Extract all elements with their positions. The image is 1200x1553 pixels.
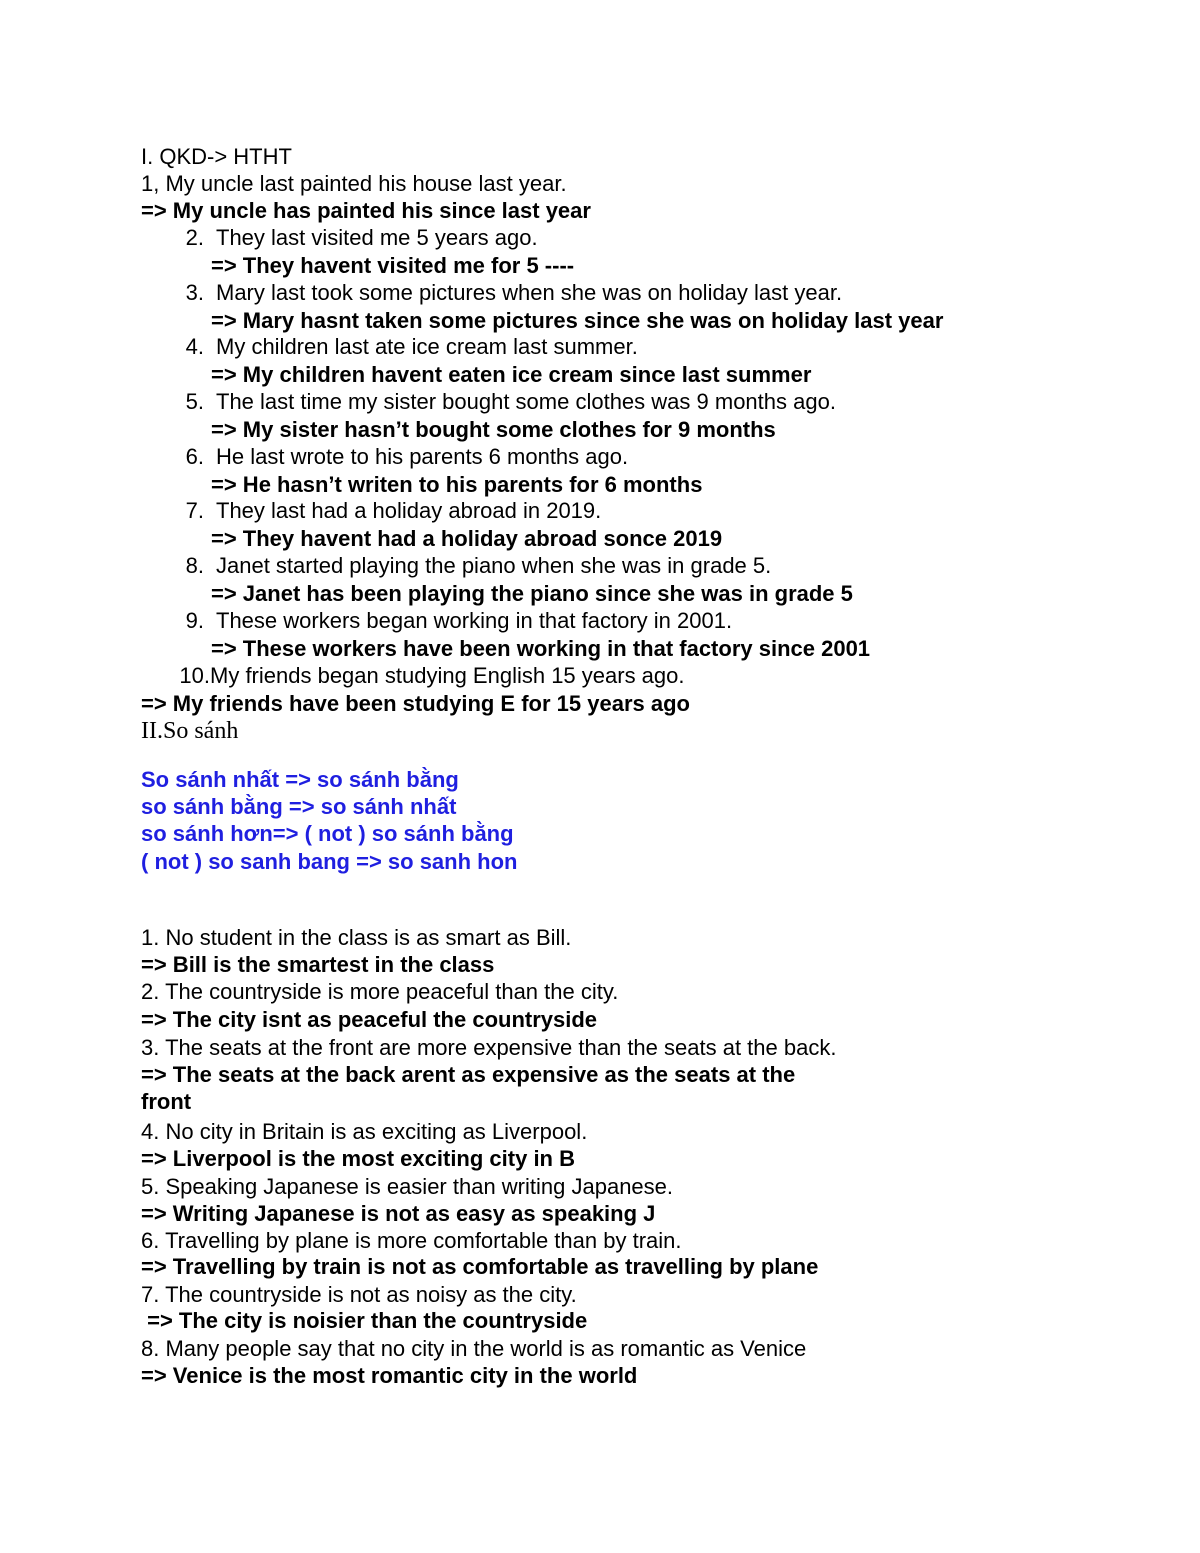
comparison-rule: so sánh hơn=> ( not ) so sánh bằng [141, 821, 514, 846]
exercise-question: 8. Many people say that no city in the world is as romantic as Venice [141, 1336, 807, 1361]
exercise-question [167, 443, 628, 470]
exercise-answer: => My sister hasn’t bought some clothes for 9 months [211, 417, 776, 442]
exercise-answer: => These workers have been working in that factory since 2001 [211, 636, 871, 661]
exercise-answer: => My friends have been studying E for 15 years ago [141, 691, 690, 716]
item-number: 8. [185, 553, 204, 578]
exercise-answer: => Janet has been playing the piano since she was in grade 5 [211, 581, 853, 606]
exercise-answer: => My children havent eaten ice cream since last summer [211, 362, 812, 387]
exercise-answer: => Travelling by train is not as comfortable as travelling by plane [141, 1254, 819, 1279]
item-number: 9. [185, 608, 204, 633]
comparison-rule: so sánh bằng => so sánh nhất [141, 794, 457, 819]
exercise-question: 2. The countryside is more peaceful than the city. [141, 979, 619, 1004]
item-number: 6. [185, 444, 204, 469]
section2-heading: II.So sánh [141, 718, 239, 744]
item-number: 10. [179, 663, 210, 688]
exercise-answer: => Liverpool is the most exciting city in B [141, 1146, 575, 1171]
item-number: 2. [185, 225, 204, 250]
question-text: The last time my sister bought some clothes was 9 months ago. [216, 389, 836, 414]
section1-heading: I. QKD-> HTHT [141, 144, 292, 169]
exercise-question [167, 224, 538, 251]
exercise-question [167, 388, 836, 415]
exercise-question: 7. The countryside is not as noisy as the city. [141, 1282, 577, 1307]
exercise-question [167, 552, 771, 579]
exercise-question [167, 279, 842, 306]
exercise-question [167, 333, 638, 360]
exercise-answer: => The city isnt as peaceful the countryside [141, 1007, 598, 1032]
exercise-question [167, 497, 601, 524]
exercise-question: 1, My uncle last painted his house last year. [141, 171, 567, 196]
exercise-answer: => They havent visited me for 5 ---- [211, 253, 575, 278]
question-text: Janet started playing the piano when she was in grade 5. [216, 553, 772, 578]
exercise-answer: => Bill is the smartest in the class [141, 952, 495, 977]
question-text: They last had a holiday abroad in 2019. [216, 498, 602, 523]
question-text: He last wrote to his parents 6 months ago. [216, 444, 629, 469]
exercise-question [167, 662, 685, 689]
question-text: My friends began studying English 15 years ago. [210, 663, 685, 688]
exercise-answer: => The city is noisier than the countryside [141, 1308, 588, 1333]
exercise-answer: => He hasn’t writen to his parents for 6 months [211, 472, 703, 497]
exercise-answer-continuation: front [141, 1089, 192, 1114]
question-text: Mary last took some pictures when she was on holiday last year. [216, 280, 843, 305]
exercise-answer: => The seats at the back arent as expensive as the seats at the [141, 1062, 796, 1087]
question-text: These workers began working in that factory in 2001. [216, 608, 733, 633]
comparison-rule: So sánh nhất => so sánh bằng [141, 767, 459, 792]
exercise-question: 1. No student in the class is as smart as Bill. [141, 925, 572, 950]
exercise-question: 6. Travelling by plane is more comfortable than by train. [141, 1228, 682, 1253]
comparison-rule: ( not ) so sanh bang => so sanh hon [141, 849, 518, 874]
question-text: My children last ate ice cream last summer. [216, 334, 638, 359]
item-number: 7. [185, 498, 204, 523]
question-text: They last visited me 5 years ago. [216, 225, 538, 250]
exercise-answer: => Mary hasnt taken some pictures since she was on holiday last year [211, 308, 944, 333]
exercise-question: 4. No city in Britain is as exciting as Liverpool. [141, 1119, 588, 1144]
exercise-question: 5. Speaking Japanese is easier than writing Japanese. [141, 1174, 674, 1199]
item-number: 3. [185, 280, 204, 305]
exercise-answer: => Writing Japanese is not as easy as speaking J [141, 1201, 656, 1226]
exercise-question: 3. The seats at the front are more expensive than the seats at the back. [141, 1035, 837, 1060]
exercise-answer: => They havent had a holiday abroad sonce 2019 [211, 526, 723, 551]
item-number: 4. [185, 334, 204, 359]
item-number: 5. [185, 389, 204, 414]
exercise-answer: => Venice is the most romantic city in the world [141, 1363, 638, 1388]
exercise-answer: => My uncle has painted his since last year [141, 198, 591, 223]
exercise-question [167, 607, 732, 634]
